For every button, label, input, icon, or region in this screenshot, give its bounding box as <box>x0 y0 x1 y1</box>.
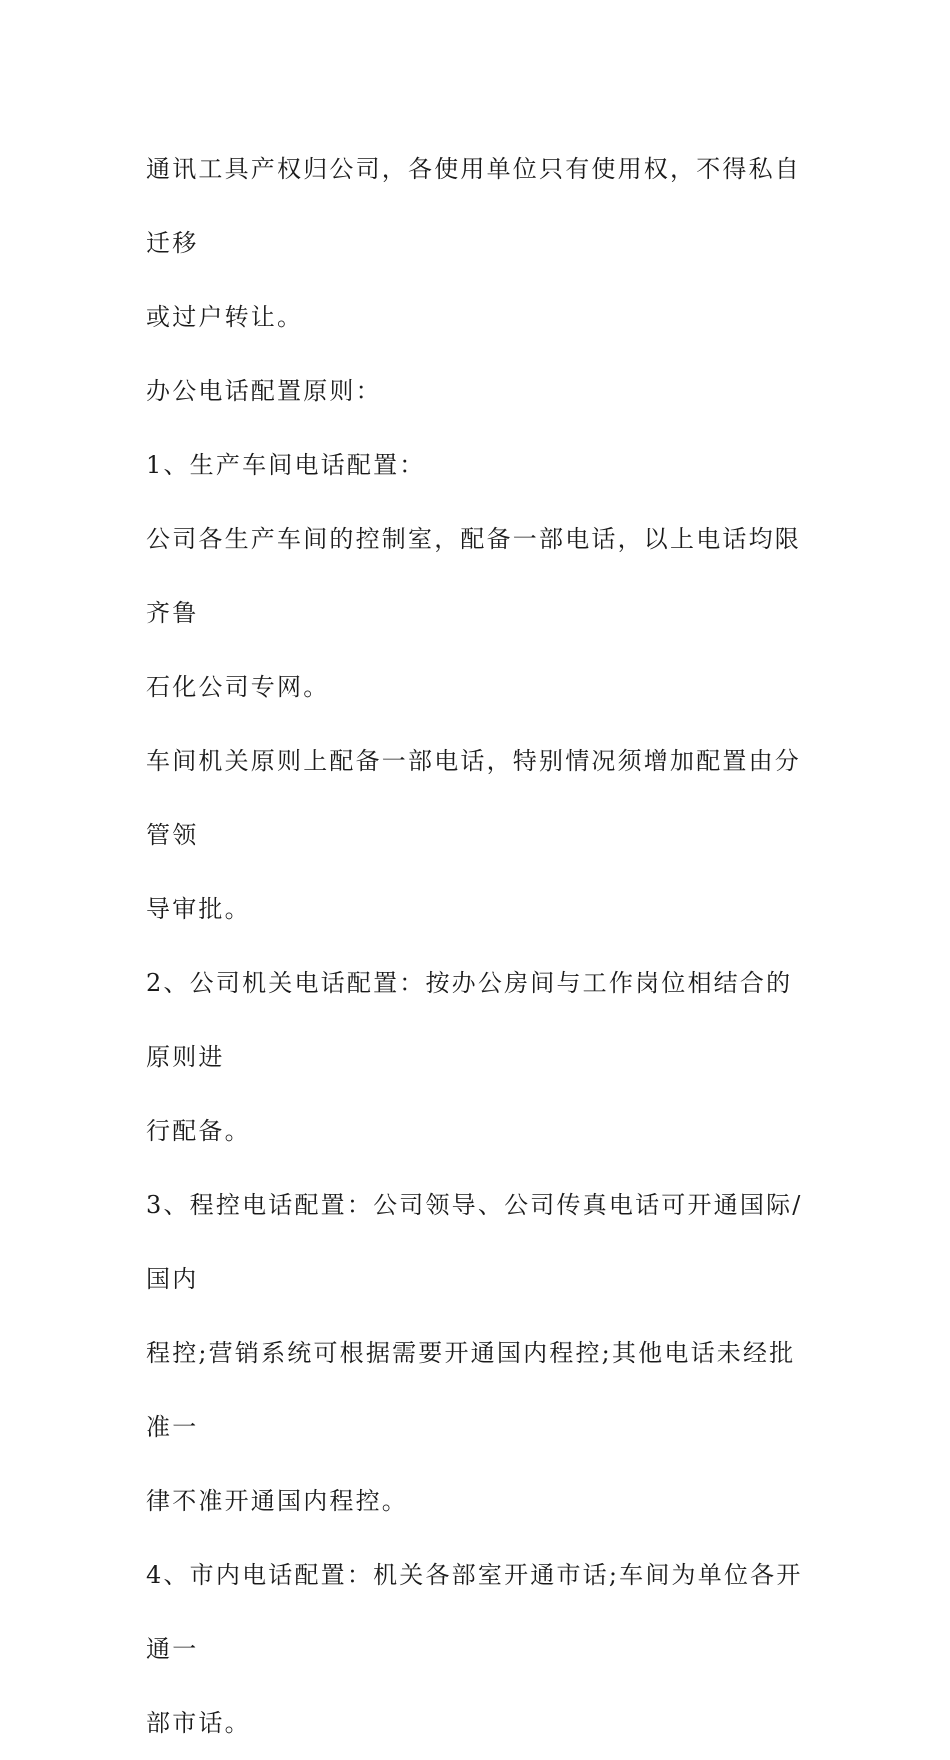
paragraph-workshop-heading: 1、生产车间电话配置： <box>146 451 426 479</box>
paragraph-ownership: 通讯工具产权归公司，各使用单位只有使用权，不得私自迁移 或过户转让。 <box>146 155 801 331</box>
paragraph-control-room: 公司各生产车间的控制室，配备一部电话，以上电话均限齐鲁 石化公司专网。 <box>146 525 801 701</box>
document-body <box>146 132 816 1760</box>
paragraph-workshop-office: 车间机关原则上配备一部电话，特别情况须增加配置由分管领 导审批。 <box>146 747 801 923</box>
paragraph-principles-heading: 办公电话配置原则： <box>146 377 382 405</box>
paragraph-company-office: 2、公司机关电话配置：按办公房间与工作岗位相结合的原则进 行配备。 <box>146 969 793 1145</box>
paragraph-program-control: 3、程控电话配置：公司领导、公司传真电话可开通国际/国内 程控;营销系统可根据需要开通国内程控;其他电话未经批准一 律不准开通国内程控。 <box>146 1191 803 1515</box>
paragraph-local-phone: 4、市内电话配置：机关各部室开通市话;车间为单位各开通一 部市话。 <box>146 1561 803 1737</box>
